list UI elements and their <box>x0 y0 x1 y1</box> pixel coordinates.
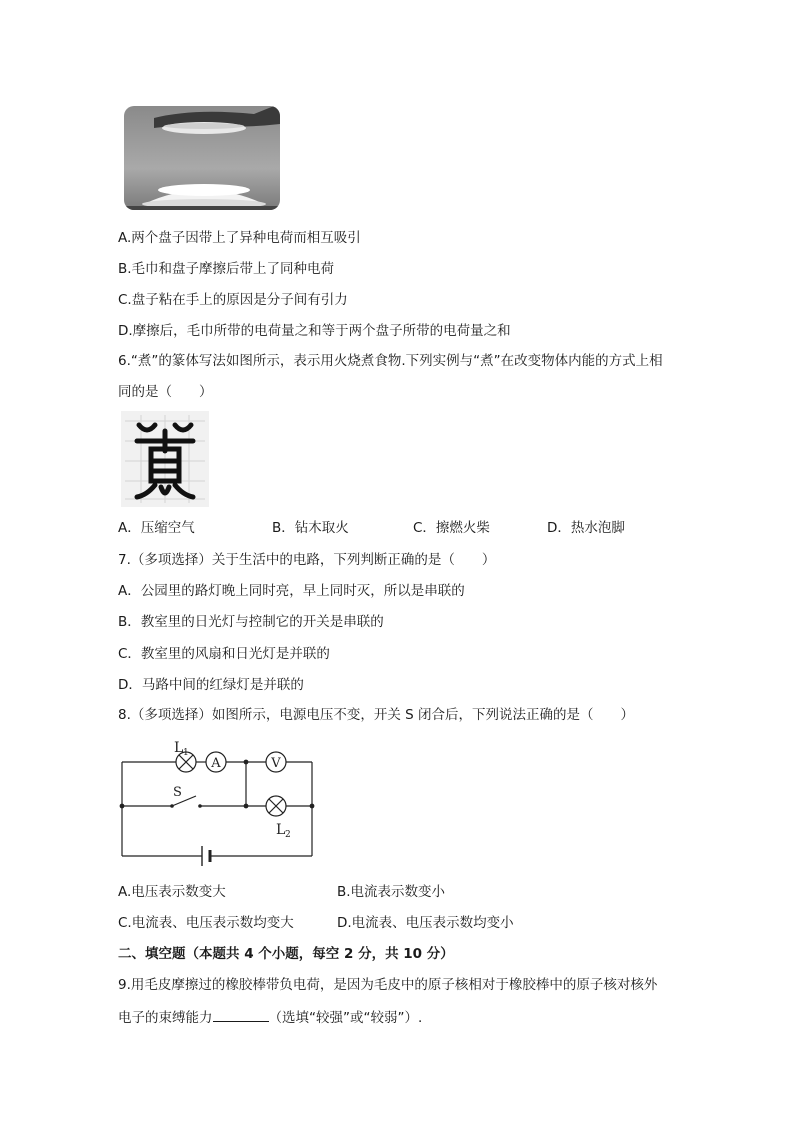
q6-option-b: B．钻木取火 <box>272 520 349 536</box>
q7-stem: 7.（多项选择）关于生活中的电路，下列判断正确的是（ ） <box>118 552 496 568</box>
ammeter-icon <box>206 752 226 772</box>
q6-stem-line1: 6.“煮”的篆体写法如图所示，表示用火烧煮食物.下列实例与“煮”在改变物体内能的方式上相 <box>118 353 663 369</box>
q8-option-b: B.电流表示数变小 <box>337 884 446 900</box>
q8-stem: 8.（多项选择）如图所示，电源电压不变，开关 S 闭合后，下列说法正确的是（ ） <box>118 707 635 723</box>
q5-option-b: B.毛巾和盘子摩擦后带上了同种电荷 <box>118 261 335 277</box>
q9-stem-line1: 9.用毛皮摩擦过的橡胶棒带负电荷，是因为毛皮中的原子核相对于橡胶棒中的原子核对核外 <box>118 977 658 993</box>
q8-option-d: D.电流表、电压表示数均变小 <box>337 915 514 931</box>
q5-option-c: C.盘子粘在手上的原因是分子间有引力 <box>118 292 348 308</box>
lamp-l2-icon <box>266 796 286 816</box>
q6-option-a: A．压缩空气 <box>118 520 195 536</box>
q9-stem-line2 <box>118 1008 422 1027</box>
circuit-diagram <box>110 740 330 870</box>
plates-photo <box>124 106 280 210</box>
q5-option-d: D.摩擦后，毛巾所带的电荷量之和等于两个盘子所带的电荷量之和 <box>118 323 511 339</box>
q7-option-c: C．教室里的风扇和日光灯是并联的 <box>118 646 330 662</box>
q9-line2-suffix: （选填“较强”或“较弱”）. <box>268 1010 423 1026</box>
q8-option-c: C.电流表、电压表示数均变大 <box>118 915 294 931</box>
q7-option-a: A．公园里的路灯晚上同时亮，早上同时灭，所以是串联的 <box>118 583 465 599</box>
q6-stem-line2: 同的是（ ） <box>118 384 213 400</box>
l2-subscript: 2 <box>285 830 291 840</box>
l1-label: L <box>174 740 184 756</box>
l1-subscript: 1 <box>183 748 189 758</box>
switch-label: S <box>173 785 182 800</box>
q5-option-a: A.两个盘子因带上了异种电荷而相互吸引 <box>118 230 361 246</box>
q7-option-d: D．马路中间的红绿灯是并联的 <box>118 677 304 693</box>
q6-option-c: C．擦燃火柴 <box>413 520 490 536</box>
section-2-heading: 二、填空题（本题共 4 个小题，每空 2 分，共 10 分） <box>118 946 454 962</box>
voltmeter-icon <box>266 752 286 772</box>
q6-option-d: D．热水泡脚 <box>547 520 625 536</box>
voltmeter-label: V <box>271 756 281 771</box>
q8-option-a: A.电压表示数变大 <box>118 884 226 900</box>
seal-script-character-image <box>121 411 209 507</box>
q9-line2-prefix: 电子的束缚能力 <box>118 1010 213 1026</box>
q9-answer-blank[interactable] <box>213 1008 269 1022</box>
q7-option-b: B．教室里的日光灯与控制它的开关是串联的 <box>118 614 384 630</box>
ammeter-label: A <box>211 756 221 771</box>
l2-label: L <box>276 822 286 838</box>
